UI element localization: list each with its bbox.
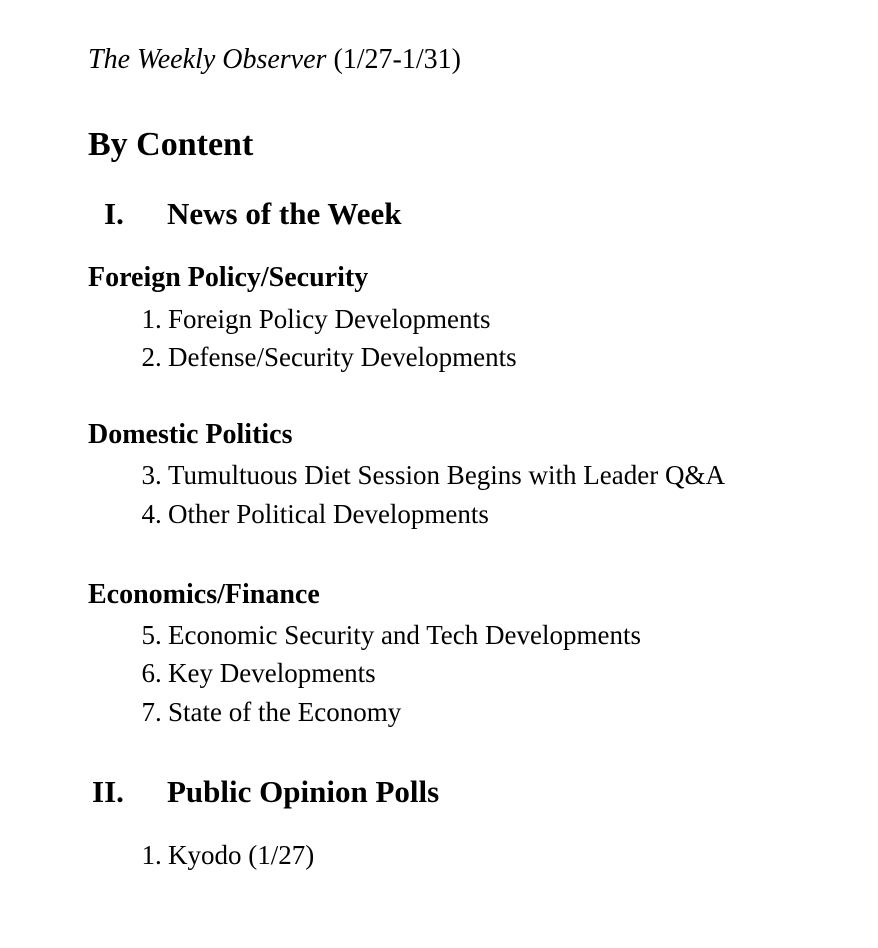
toc-item: 5 . Economic Security and Tech Developments <box>127 622 827 652</box>
item-number: 7 <box>141 697 155 727</box>
item-text: Key Developments <box>168 658 376 688</box>
toc-item: 2 . Defense/Security Developments <box>127 344 827 374</box>
section-heading-news-of-the-week <box>104 198 804 232</box>
masthead <box>88 46 461 74</box>
item-text: Defense/Security Developments <box>168 342 517 372</box>
item-number: 1 <box>141 840 155 870</box>
item-text: Economic Security and Tech Developments <box>168 620 641 650</box>
toc-item: 6 . Key Developments <box>127 660 827 690</box>
item-number: 6 <box>141 658 155 688</box>
publication-title: The Weekly Observer <box>88 44 327 75</box>
date-range: (1/27-1/31) <box>333 44 461 75</box>
section-title: Public Opinion Polls <box>167 774 440 809</box>
toc-heading: By Content <box>88 126 254 163</box>
item-text: Kyodo (1/27) <box>168 840 315 870</box>
item-number: 2 <box>141 342 155 372</box>
item-text: Foreign Policy Developments <box>168 304 491 334</box>
group-heading-foreign-policy-security: Foreign Policy/Security <box>88 262 369 293</box>
group-heading-domestic-politics: Domestic Politics <box>88 419 293 450</box>
item-number: 5 <box>141 620 155 650</box>
item-number: 1 <box>141 304 155 334</box>
item-text: Tumultuous Diet Session Begins with Leader Q&A <box>168 460 725 490</box>
section-title: News of the Week <box>167 196 402 231</box>
toc-item: 1 . Foreign Policy Developments <box>127 306 827 336</box>
item-number: 3 <box>141 460 155 490</box>
section-numeral: II. <box>92 774 124 809</box>
toc-item: 7 . State of the Economy <box>127 699 827 729</box>
section-numeral: I. <box>104 196 124 231</box>
group-heading-economics-finance: Economics/Finance <box>88 579 320 610</box>
toc-item: 4 . Other Political Developments <box>127 501 827 531</box>
toc-item: 1 . Kyodo (1/27) <box>127 842 827 872</box>
toc-item: 3 . Tumultuous Diet Session Begins with Leader Q&A <box>127 462 827 492</box>
item-text: Other Political Developments <box>168 499 489 529</box>
item-number: 4 <box>141 499 155 529</box>
item-text: State of the Economy <box>168 697 402 727</box>
section-heading-public-opinion-polls <box>92 776 792 810</box>
